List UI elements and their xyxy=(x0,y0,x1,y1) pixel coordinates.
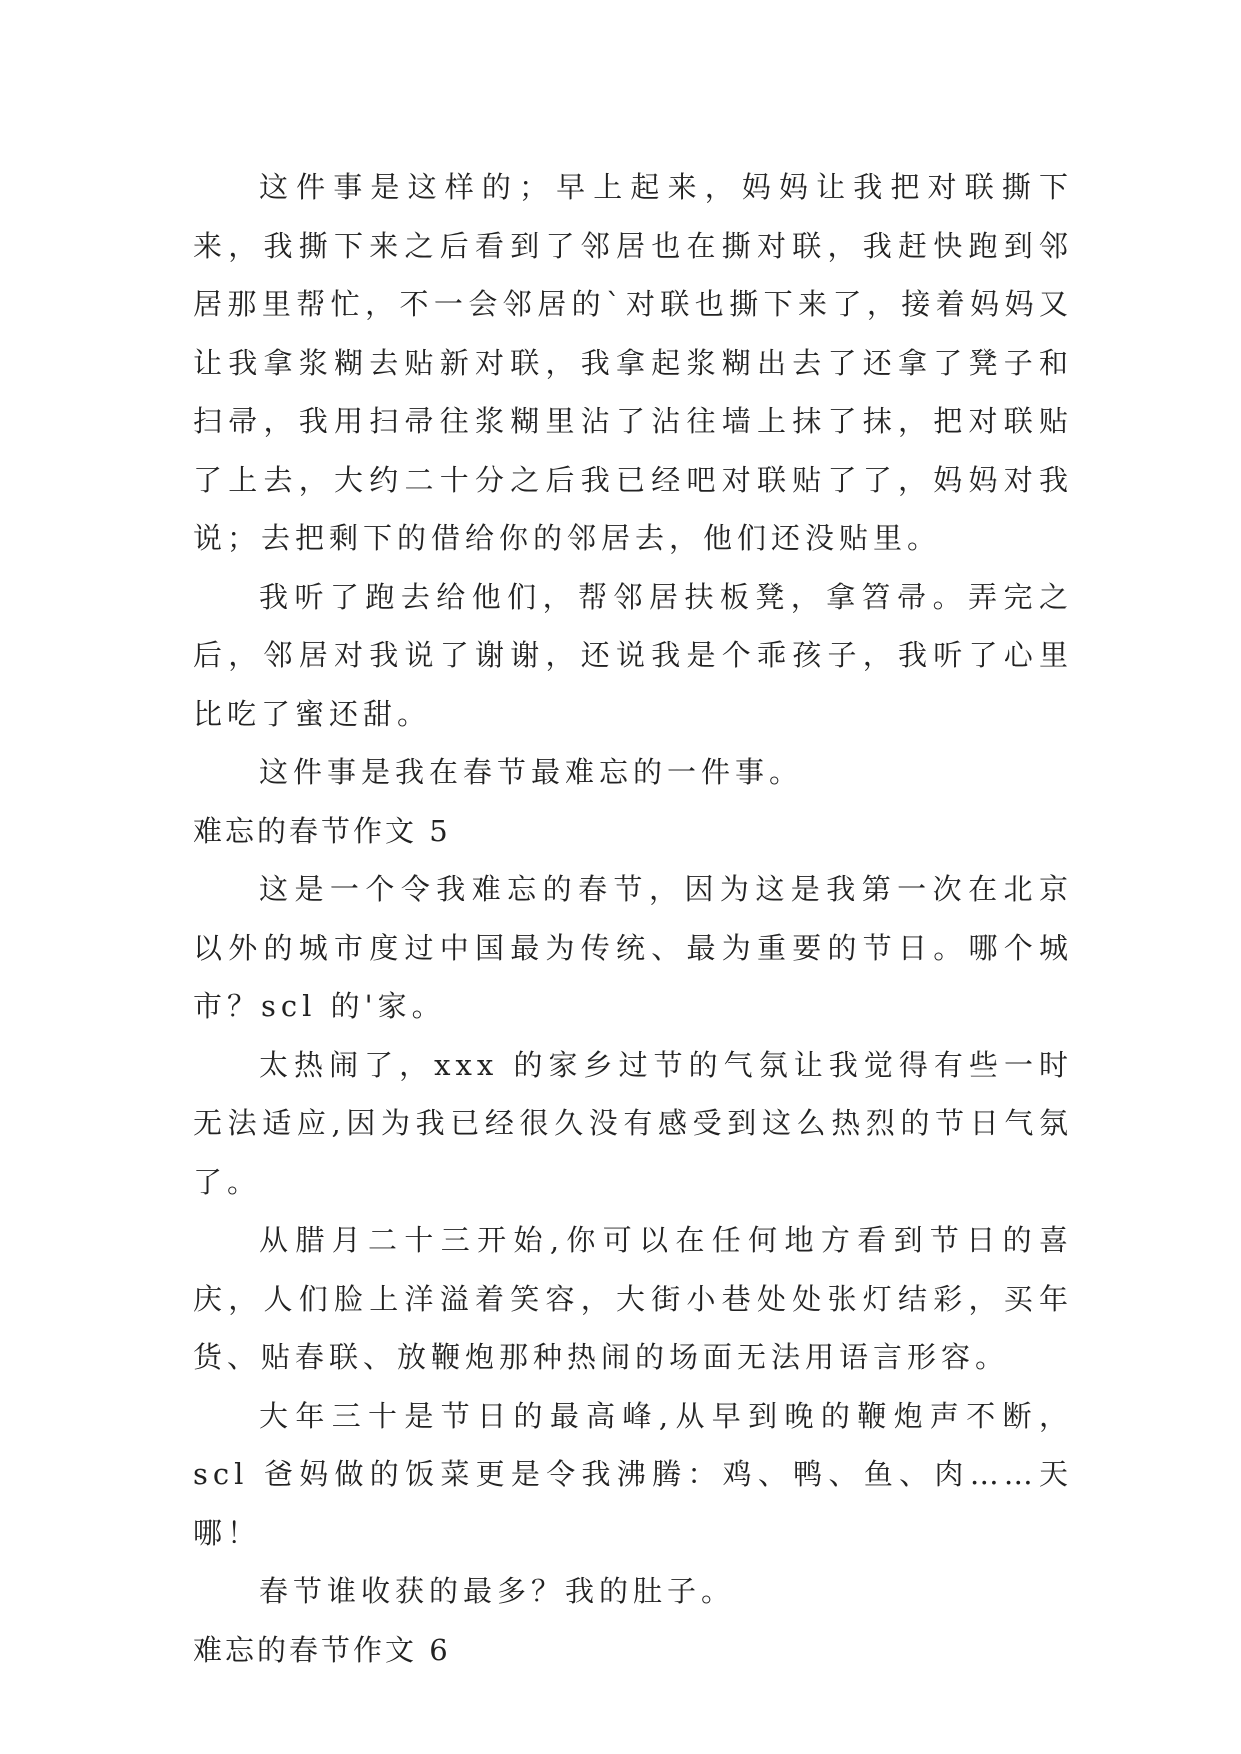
paragraph: 春节谁收获的最多？我的肚子。 xyxy=(259,1574,736,1608)
paragraph: 这是一个令我难忘的春节，因为这是我第一次在北京以外的城市度过中国最为传统、最为重要的节日。哪个城市？scl 的'家。 xyxy=(193,872,1073,1023)
paragraph: 我听了跑去给他们，帮邻居扶板凳，拿笤帚。弄完之后，邻居对我说了谢谢，还说我是个乖孩子，我听了心里比吃了蜜还甜。 xyxy=(193,579,1073,731)
paragraph: 这件事是这样的；早上起来，妈妈让我把对联撕下来，我撕下来之后看到了邻居也在撕对联，我赶快跑到邻居那里帮忙，不一会邻居的`对联也撕下来了，接着妈妈又让我拿浆糊去贴新对联，我拿起浆糊出去了还拿了凳子和扫帚，我用扫帚往浆糊里沾了沾往墙上抹了抹，把对联贴了上去，大约二十分之后我已经吧对联贴了了，妈妈对我说；去把剩下的借给你的邻居去，他们还没贴里。 xyxy=(193,170,1073,555)
section-heading: 难忘的春节作文 6 xyxy=(193,1632,451,1667)
paragraph: 太热闹了，xxx 的家乡过节的气氛让我觉得有些一时无法适应,因为我已经很久没有感受到这么热烈的节日气氛了。 xyxy=(193,1047,1073,1199)
paragraph: 这件事是我在春节最难忘的一件事。 xyxy=(259,755,804,789)
document-body xyxy=(193,158,1073,1679)
section-heading: 难忘的春节作文 5 xyxy=(193,813,451,848)
paragraph: 从腊月二十三开始,你可以在任何地方看到节日的喜庆，人们脸上洋溢着笑容，大街小巷处处张灯结彩，买年货、贴春联、放鞭炮那种热闹的场面无法用语言形容。 xyxy=(193,1223,1073,1374)
paragraph: 大年三十是节日的最高峰,从早到晚的鞭炮声不断，scl 爸妈做的饭菜更是令我沸腾：鸡、鸭、鱼、肉……天哪！ xyxy=(193,1398,1073,1550)
